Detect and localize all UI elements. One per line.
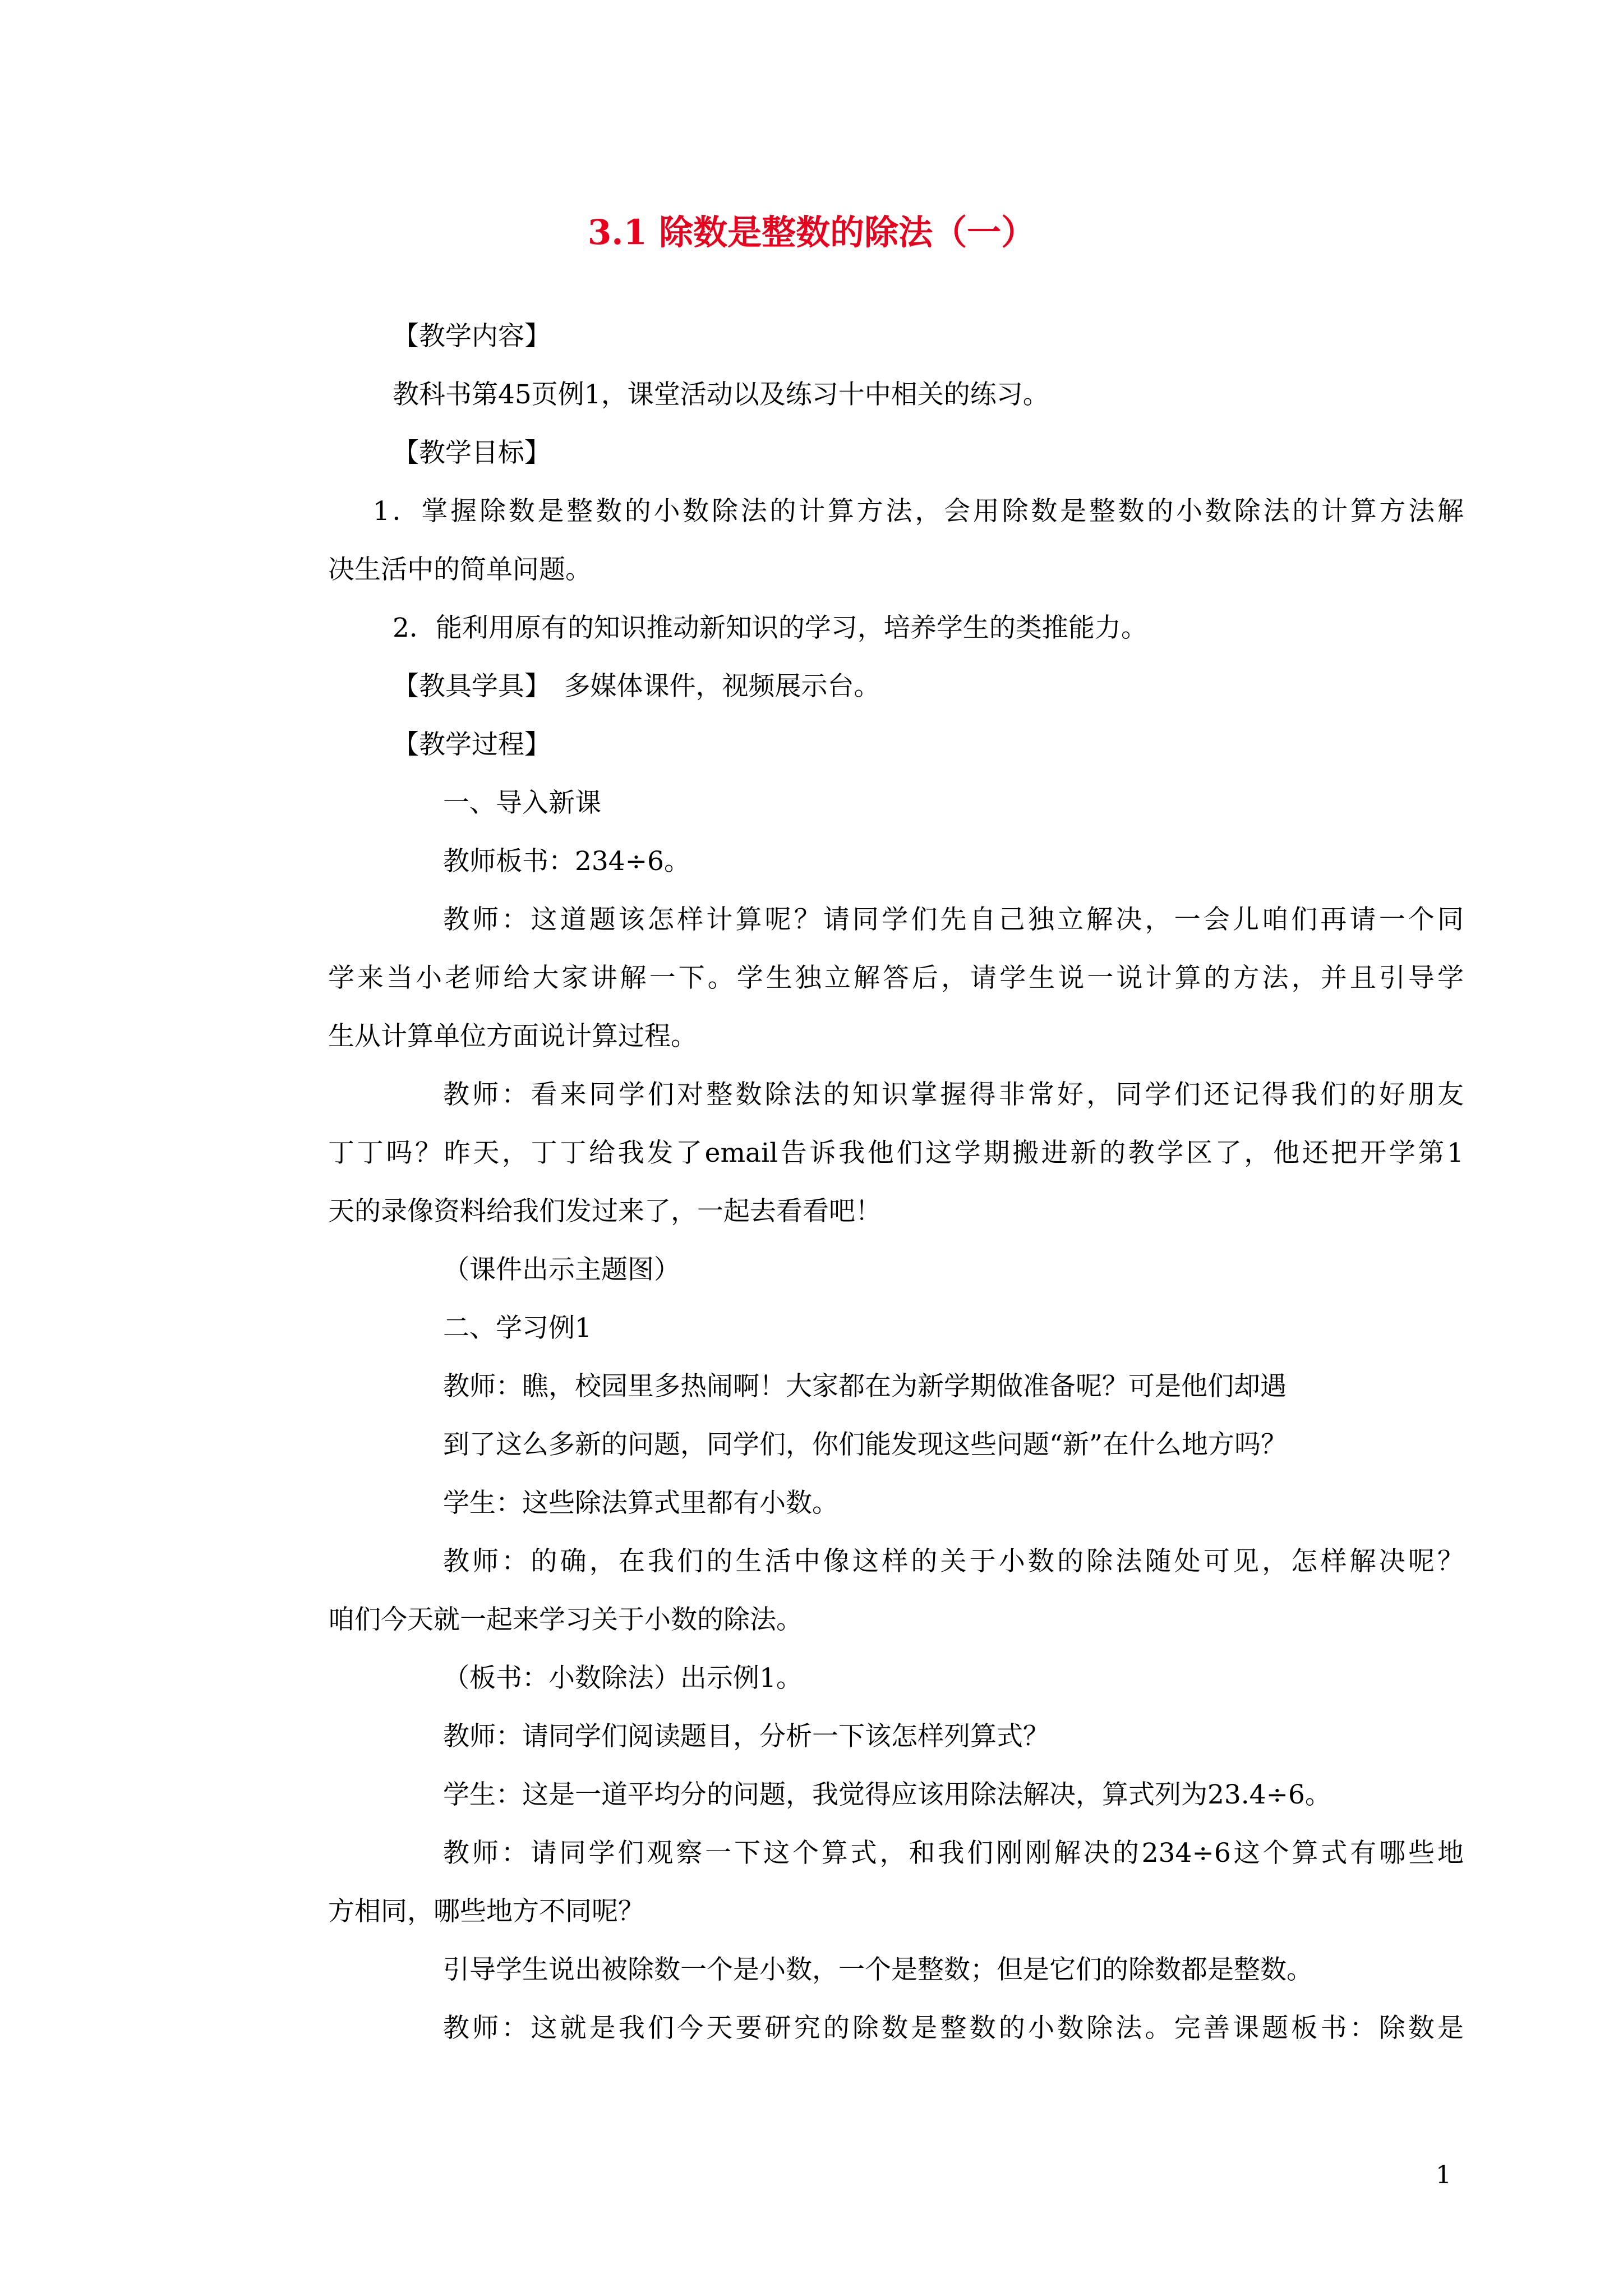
subsection-heading: 二、学习例1 <box>443 1313 592 1343</box>
page-number: 1 <box>1436 2161 1451 2189</box>
paragraph-line: 教师板书：234÷6。 <box>443 846 690 877</box>
section-heading-tools: 【教具学具】 多媒体课件，视频展示台。 <box>393 671 880 702</box>
paragraph-line: 教师：的确，在我们的生活中像这样的关于小数的除法随处可见，怎样解决呢？ <box>443 1546 1464 1577</box>
paragraph-line: 2．能利用原有的知识推动新知识的学习，培养学生的类推能力。 <box>393 613 1147 643</box>
paragraph-line: 天的录像资料给我们发过来了，一起去看看吧！ <box>328 1196 882 1227</box>
paragraph-line: 教师：这就是我们今天要研究的除数是整数的小数除法。完善课题板书：除数是 <box>443 2013 1464 2044</box>
paragraph-line: 教师：请同学们阅读题目，分析一下该怎样列算式？ <box>443 1721 1049 1752</box>
paragraph-line: 咱们今天就一起来学习关于小数的除法。 <box>328 1604 803 1635</box>
paragraph-line: 丁丁吗？昨天，丁丁给我发了email告诉我他们这学期搬进新的教学区了，他还把开学第1 <box>328 1138 1464 1168</box>
paragraph-line: 教师：请同学们观察一下这个算式，和我们刚刚解决的234÷6这个算式有哪些地 <box>443 1838 1464 1869</box>
subsection-heading: 一、导入新课 <box>443 788 601 818</box>
paragraph-line: 教科书第45页例1，课堂活动以及练习十中相关的练习。 <box>393 379 1049 410</box>
section-heading-process: 【教学过程】 <box>393 729 551 760</box>
paragraph-line: 生从计算单位方面说计算过程。 <box>328 1021 697 1052</box>
paragraph-line: 到了这么多新的问题，同学们，你们能发现这些问题“新”在什么地方吗？ <box>443 1429 1288 1460</box>
paragraph-line: 方相同，哪些地方不同呢？ <box>328 1896 644 1927</box>
paragraph-line: 教师：瞧，校园里多热闹啊！大家都在为新学期做准备呢？可是他们却遇 <box>443 1371 1287 1402</box>
paragraph-line: 1．掌握除数是整数的小数除法的计算方法，会用除数是整数的小数除法的计算方法解 <box>373 496 1464 527</box>
paragraph-line: 引导学生说出被除数一个是小数，一个是整数；但是它们的除数都是整数。 <box>443 1954 1313 1985</box>
paragraph-line: 学来当小老师给大家讲解一下。学生独立解答后，请学生说一说计算的方法，并且引导学 <box>328 963 1464 993</box>
paragraph-line: （板书：小数除法）出示例1。 <box>443 1663 803 1694</box>
section-heading-objectives: 【教学目标】 <box>393 438 551 468</box>
paragraph-line: 教师：看来同学们对整数除法的知识掌握得非常好，同学们还记得我们的好朋友 <box>443 1079 1464 1110</box>
paragraph-line: （课件出示主题图） <box>443 1254 680 1285</box>
paragraph-line: 学生：这些除法算式里都有小数。 <box>443 1488 838 1519</box>
paragraph-line: 教师：这道题该怎样计算呢？请同学们先自己独立解决，一会儿咱们再请一个同 <box>443 904 1464 935</box>
section-heading-content: 【教学内容】 <box>393 321 551 352</box>
paragraph-line: 决生活中的简单问题。 <box>328 554 592 585</box>
paragraph-line: 学生：这是一道平均分的问题，我觉得应该用除法解决，算式列为23.4÷6。 <box>443 1779 1331 1810</box>
document-title: 3.1 除数是整数的除法（一） <box>587 213 1036 252</box>
